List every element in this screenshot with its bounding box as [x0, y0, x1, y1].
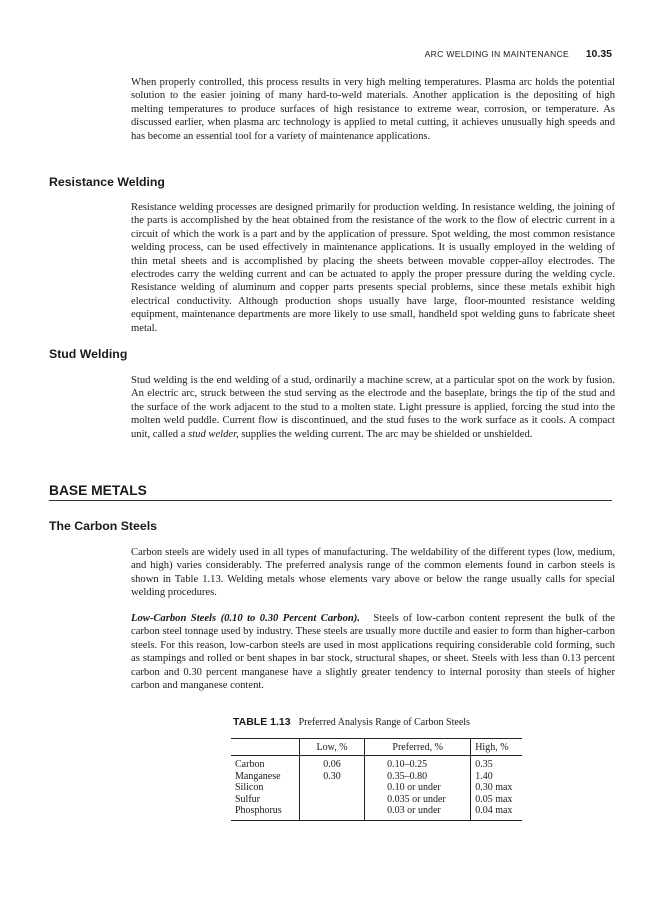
high-cell: 1.40 [471, 771, 522, 783]
table-row [231, 756, 522, 771]
element-cell: Silicon [235, 782, 264, 794]
plasma-paragraph: When properly controlled, this process results in very high melting temperatures. Plasma arc holds the potential solution to the easier joining of many hard-to-weld materials. Another application is the depositing of high melting temperatures to produce surfaces of high resistance to extreme wear, corrosion, or temperature. As discussed earlier, when plasma arc technology is applied to metal cutting, it achieves unusually high speeds and has become an essential tool for a variety of maintenance applications. [131, 77, 615, 142]
table-header-row [231, 739, 522, 756]
low-carbon-text: Steels of low-carbon content represent the bulk of the carbon steel tonnage used by industry. These steels are usually more ductile and easier to form than higher-carbon steels. For this reason, low-carbon steels are used in most applications requiring considerable cold forming, such as stampings and rolled or bent shapes in bar stock, structural shapes, or sheet. Steels with less than 0.13 percent carbon and 0.30 percent manganese have a slightly greater tendency to internal porosity than steels of higher carbon and manganese content. [131, 613, 616, 692]
element-cell: Manganese [235, 770, 281, 782]
low-cell: 0.06 [299, 756, 364, 771]
stud-paragraph [131, 374, 615, 441]
resistance-welding-heading: Resistance Welding [49, 175, 165, 189]
column-header: Low, % [299, 739, 364, 756]
low-cell [299, 794, 364, 806]
stud-paragraph-end: supplies the welding current. The arc may be shielded or unshielded. [238, 428, 533, 440]
column-header: Preferred, % [365, 739, 471, 756]
element-cell: Phosphorus [231, 805, 299, 820]
section-rule [49, 500, 612, 501]
element-cell: Carbon [235, 759, 265, 770]
preferred-cell: 0.03 or under [365, 805, 471, 820]
high-cell: 0.05 max [471, 794, 522, 806]
high-cell: 0.35 [471, 756, 522, 771]
column-header [231, 739, 299, 756]
table-row [231, 805, 522, 820]
resistance-paragraph: Resistance welding processes are designed primarily for production welding. In resistance welding, the joining of the parts is accomplished by the heat obtained from the resistance of the work to the flow of electric current in a circuit of which the work is a part and by the application of pressure. Spot welding, the most common resistance welding process, can be used effectively in maintenance applications. It is usually employed in the welding of thin metal sheets and is accomplished by placing the sheets between movable copper-alloy electrodes. The electrodes carry the welding current and can be actuated to apply the proper pressure during the welding cycle. Resistance welding of aluminum and copper parts presents special problems, since these metals exhibit high electrical conductivity. Although production shops usually have large, floor-mounted resistance welding equipment, maintenance departments are more likely to use small, handheld spot welding guns to fabricate sheet metal. [131, 202, 615, 334]
table-caption [233, 716, 470, 728]
stud-welder-term: stud welder, [188, 428, 239, 440]
element-cell: Sulfur [235, 793, 260, 805]
low-cell [299, 782, 364, 794]
base-metals-heading: BASE METALS [49, 483, 147, 498]
high-cell: 0.04 max [471, 805, 522, 820]
stud-welding-heading: Stud Welding [49, 347, 128, 361]
preferred-cell: 0.10 or under [365, 782, 471, 794]
table-row [231, 771, 522, 783]
high-cell: 0.30 max [471, 782, 522, 794]
low-cell: 0.30 [299, 771, 364, 783]
table-label: TABLE 1.13 [233, 716, 291, 728]
running-title: ARC WELDING IN MAINTENANCE [424, 49, 569, 59]
preferred-cell: 0.10–0.25 [365, 756, 471, 771]
page-number: 10.35 [585, 48, 612, 60]
low-cell [299, 805, 364, 820]
running-header [0, 49, 662, 63]
table-row [231, 782, 522, 794]
preferred-cell: 0.35–0.80 [365, 771, 471, 783]
carbon-steels-heading: The Carbon Steels [49, 519, 157, 533]
carbon-paragraph: Carbon steels are widely used in all types of manufacturing. The weldability of the different types (low, medium, and high) varies considerably. The preferred analysis range of the common elements found in carbon steels is shown in Table 1.13. Welding metals whose elements vary above or below the range usually calls for special welding procedures. [131, 547, 615, 599]
low-carbon-paragraph [131, 612, 615, 692]
low-carbon-title: Low-Carbon Steels (0.10 to 0.30 Percent Carbon). [131, 613, 360, 624]
table-title: Preferred Analysis Range of Carbon Steels [298, 717, 470, 728]
stud-paragraph-start: Stud welding is the end welding of a stud, ordinarily a machine screw, at a particular spot on the work by fusion. An electric arc, struck between the stud serving as the electrode and the baseplate, brings the tip of the stud and the surface of the work adjacent to the stud to a molten state. Light pressure is applied, forcing the stud into the molten weld puddle. Current flow is discontinued, and the stud fuses to the work surface as it cools. A compact unit, called a [131, 375, 615, 440]
table-row [231, 794, 522, 806]
column-header: High, % [471, 739, 522, 756]
carbon-steel-table [231, 738, 522, 821]
preferred-cell: 0.035 or under [365, 794, 471, 806]
